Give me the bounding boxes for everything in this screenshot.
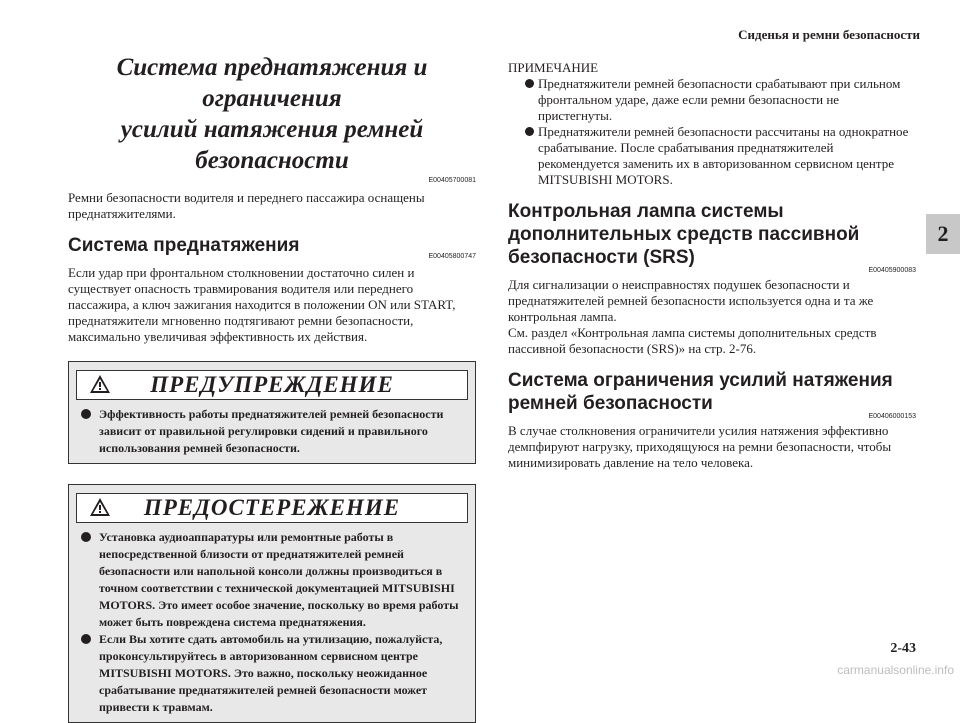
warning-triangle-icon	[89, 497, 111, 517]
caution-item	[79, 529, 467, 631]
page-number: 2-43	[890, 641, 916, 656]
caution-list	[69, 529, 475, 722]
note-item-text: Преднатяжители ремней безопасности рассчитаны на однократное срабатывание. После срабатывания преднатяжителей рекомендуется заменить их в авторизованном сервисном центре MITSUBISHI MOTORS.	[538, 124, 909, 187]
warning-list	[69, 406, 475, 463]
section2-code: E00405900083	[868, 267, 916, 274]
caution-title: ПРЕДОСТЕРЕЖЕНИЕ	[143, 495, 401, 520]
warning-item	[79, 406, 467, 457]
section2-text2: См. раздел «Контрольная лампа системы дополнительных средств пассивной безопасности (SRS)» на стр. 2-76.	[508, 325, 877, 356]
intro-text: Ремни безопасности водителя и переднего пассажира оснащены преднатяжителями.	[68, 190, 425, 221]
chapter-tab[interactable]: 2	[926, 214, 960, 254]
running-header: Сиденья и ремни безопасности	[738, 27, 920, 42]
note-item	[508, 124, 916, 188]
bullet-dot-icon	[81, 409, 91, 419]
section1-title: Система преднатяжения	[68, 235, 300, 256]
left-column	[68, 52, 476, 723]
warning-title: ПРЕДУПРЕЖДЕНИЕ	[150, 372, 394, 397]
main-title-line1: Система преднатяжения и ограничения	[116, 54, 428, 112]
section3-code: E00406000153	[868, 413, 916, 420]
warning-box	[68, 361, 476, 464]
warning-triangle-icon	[89, 374, 111, 394]
section3-title: Система ограничения усилий натяжения ремней безопасности	[508, 370, 893, 414]
section2-title: Контрольная лампа системы дополнительных средств пассивной безопасности (SRS)	[508, 201, 860, 268]
note-label: ПРИМЕЧАНИЕ	[508, 60, 599, 75]
note-list	[508, 76, 916, 188]
section2-text1: Для сигнализации о неисправностях подушек безопасности и преднатяжителей ремней безопасности используется одна и та же контрольная лампа.	[508, 277, 874, 324]
caution-header	[76, 493, 468, 523]
main-title-line2: усилий натяжения ремней безопасности	[120, 116, 424, 174]
warning-item-text: Эффективность работы преднатяжителей ремней безопасности зависит от правильной регулировки сидений и правильного использования ремней безопасности.	[99, 407, 444, 455]
caution-item-text: Установка аудиоаппаратуры или ремонтные работы в непосредственной близости от преднатяжителей ремней безопасности или напольной консоли должны производиться в точном соответствии с технической документацией MITSUBISHI MOTORS. Это имеет особое значение, поскольку во время работы может быть повреждена система преднатяжения.	[99, 530, 459, 629]
main-title	[68, 52, 476, 176]
note-item	[508, 76, 916, 124]
section1-code: E00405800747	[428, 253, 476, 260]
main-code: E00405700081	[428, 177, 476, 184]
bullet-dot-icon	[525, 127, 534, 136]
bullet-dot-icon	[81, 532, 91, 542]
bullet-dot-icon	[525, 79, 534, 88]
caution-box	[68, 484, 476, 723]
watermark: carmanualsonline.info	[837, 663, 954, 677]
section3-text: В случае столкновения ограничители усилия натяжения эффективно демпфируют нагрузку, приходящуюся на ремни безопасности, чтобы минимизировать давление на тело человека.	[508, 423, 892, 470]
note-item-text: Преднатяжители ремней безопасности срабатывают при сильном фронтальном ударе, даже если ремни безопасности не пристегнуты.	[538, 76, 901, 123]
warning-header	[76, 370, 468, 400]
caution-item-text: Если Вы хотите сдать автомобиль на утилизацию, пожалуйста, проконсультируйтесь в авторизованном сервисном центре MITSUBISHI MOTORS. Это важно, поскольку неожиданное срабатывание преднатяжителей ремней безопасности может привести к травмам.	[99, 632, 443, 714]
right-column	[508, 60, 916, 471]
caution-item	[79, 631, 467, 716]
section1-text: Если удар при фронтальном столкновении достаточно силен и существует опасность травмирования водителя или переднего пассажира, а ключ зажигания находится в положении ON или START, преднатяжители мгновенно подтягивают ремни безопасности, максимально увеличивая эффективность их действия.	[68, 265, 456, 344]
bullet-dot-icon	[81, 634, 91, 644]
